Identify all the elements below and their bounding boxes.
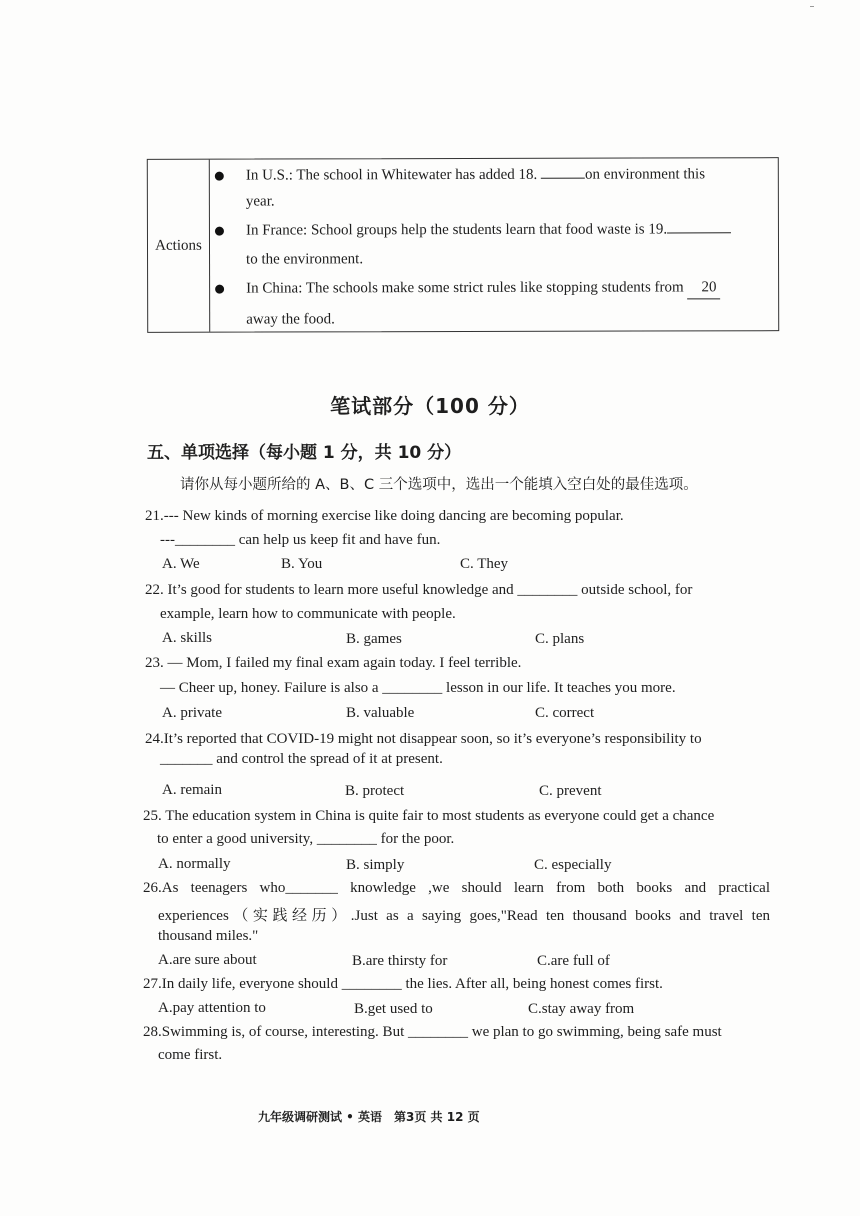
action-text: In France: School groups help the students learn that food waste is 19. <box>245 221 668 239</box>
question-line: thousand miles." <box>158 928 259 944</box>
action-item-china <box>210 276 770 328</box>
part-title: 五、单项选择（每小题 1 分，共 10 分） <box>147 443 462 463</box>
instruction: 请你从每小题所给的 A、B、C 三个选项中，选出一个能填入空白处的最佳选项。 <box>180 477 698 493</box>
question-line: come first. <box>158 1047 223 1063</box>
actions-table <box>147 157 779 333</box>
question-line: 27.In daily life, everyone should ________ the lies. After all, being honest comes first. <box>143 976 663 992</box>
actions-label: Actions <box>148 160 210 332</box>
answer-blank-18 <box>541 164 585 179</box>
bullet-icon <box>215 227 224 236</box>
question-line: experiences（实践经历）.Just as a saying goes,"Read ten thousand books and travel ten <box>158 908 770 924</box>
option-b: B. games <box>346 631 402 647</box>
action-text: to the environment. <box>246 251 364 268</box>
question-line: _______ and control the spread of it at present. <box>160 751 443 767</box>
option-b: B. You <box>281 556 323 572</box>
option-a: A. We <box>162 556 200 572</box>
action-text: In China: The schools make some strict rules like stopping students from <box>246 279 688 297</box>
action-item-us <box>210 163 770 210</box>
option-a: A. skills <box>162 630 213 646</box>
option-c: C. especially <box>534 857 612 873</box>
option-a: A. remain <box>162 782 222 798</box>
option-a: A. private <box>162 705 222 721</box>
option-c: C.stay away from <box>528 1001 635 1017</box>
question-line: ---________ can help us keep fit and have fun. <box>160 532 441 548</box>
action-text: away the food. <box>246 311 335 328</box>
option-a: A.pay attention to <box>158 1000 266 1016</box>
action-text: year. <box>245 193 275 210</box>
action-item-text <box>245 218 770 268</box>
question-line: 21.--- New kinds of morning exercise like doing dancing are becoming popular. <box>145 508 624 524</box>
action-text: In U.S.: The school in Whitewater has added 18. <box>245 166 542 184</box>
answer-blank-19 <box>667 218 731 233</box>
action-item-text <box>246 276 770 328</box>
option-b: B. simply <box>346 857 405 873</box>
option-b: B. valuable <box>346 705 415 721</box>
question-line: example, learn how to communicate with people. <box>160 606 456 622</box>
page-footer: 九年级调研测试 • 英语 第3页 共 12 页 <box>258 1110 480 1124</box>
question-line: to enter a good university, ________ for the poor. <box>157 831 455 847</box>
bullet-icon <box>215 285 224 294</box>
actions-body <box>210 158 778 331</box>
question-line: — Cheer up, honey. Failure is also a ________ lesson in our life. It teaches you more. <box>160 680 676 696</box>
option-a: A.are sure about <box>158 952 257 968</box>
question-line: 25. The education system in China is quite fair to most students as everyone could get a chance <box>143 808 715 824</box>
action-item-france <box>210 218 770 268</box>
question-line: 28.Swimming is, of course, interesting. But ________ we plan to go swimming, being safe must <box>143 1024 722 1040</box>
section-title: 笔试部分（100 分） <box>330 394 530 418</box>
option-a: A. normally <box>158 856 231 872</box>
scan-mark <box>810 6 814 7</box>
action-item-text <box>246 163 770 208</box>
question-line: 26.As teenagers who_______ knowledge ,we should learn from both books and practical <box>143 880 770 896</box>
option-c: C. correct <box>535 705 595 721</box>
option-b: B.are thirsty for <box>352 953 448 969</box>
question-line: 24.It’s reported that COVID-19 might not disappear soon, so it’s everyone’s responsibility to <box>145 731 702 747</box>
option-b: B. protect <box>345 783 405 799</box>
option-b: B.get used to <box>354 1001 433 1017</box>
option-c: C. plans <box>535 631 585 647</box>
option-c: C. prevent <box>539 783 602 799</box>
answer-blank-20: 20 <box>687 276 720 299</box>
option-c: C.are full of <box>537 953 610 969</box>
question-line: 23. — Mom, I failed my final exam again today. I feel terrible. <box>145 655 522 671</box>
action-text: on environment this <box>585 166 706 183</box>
question-line: 22. It’s good for students to learn more useful knowledge and ________ outside school, for <box>145 582 693 598</box>
option-c: C. They <box>460 556 509 572</box>
bullet-icon <box>215 172 224 181</box>
